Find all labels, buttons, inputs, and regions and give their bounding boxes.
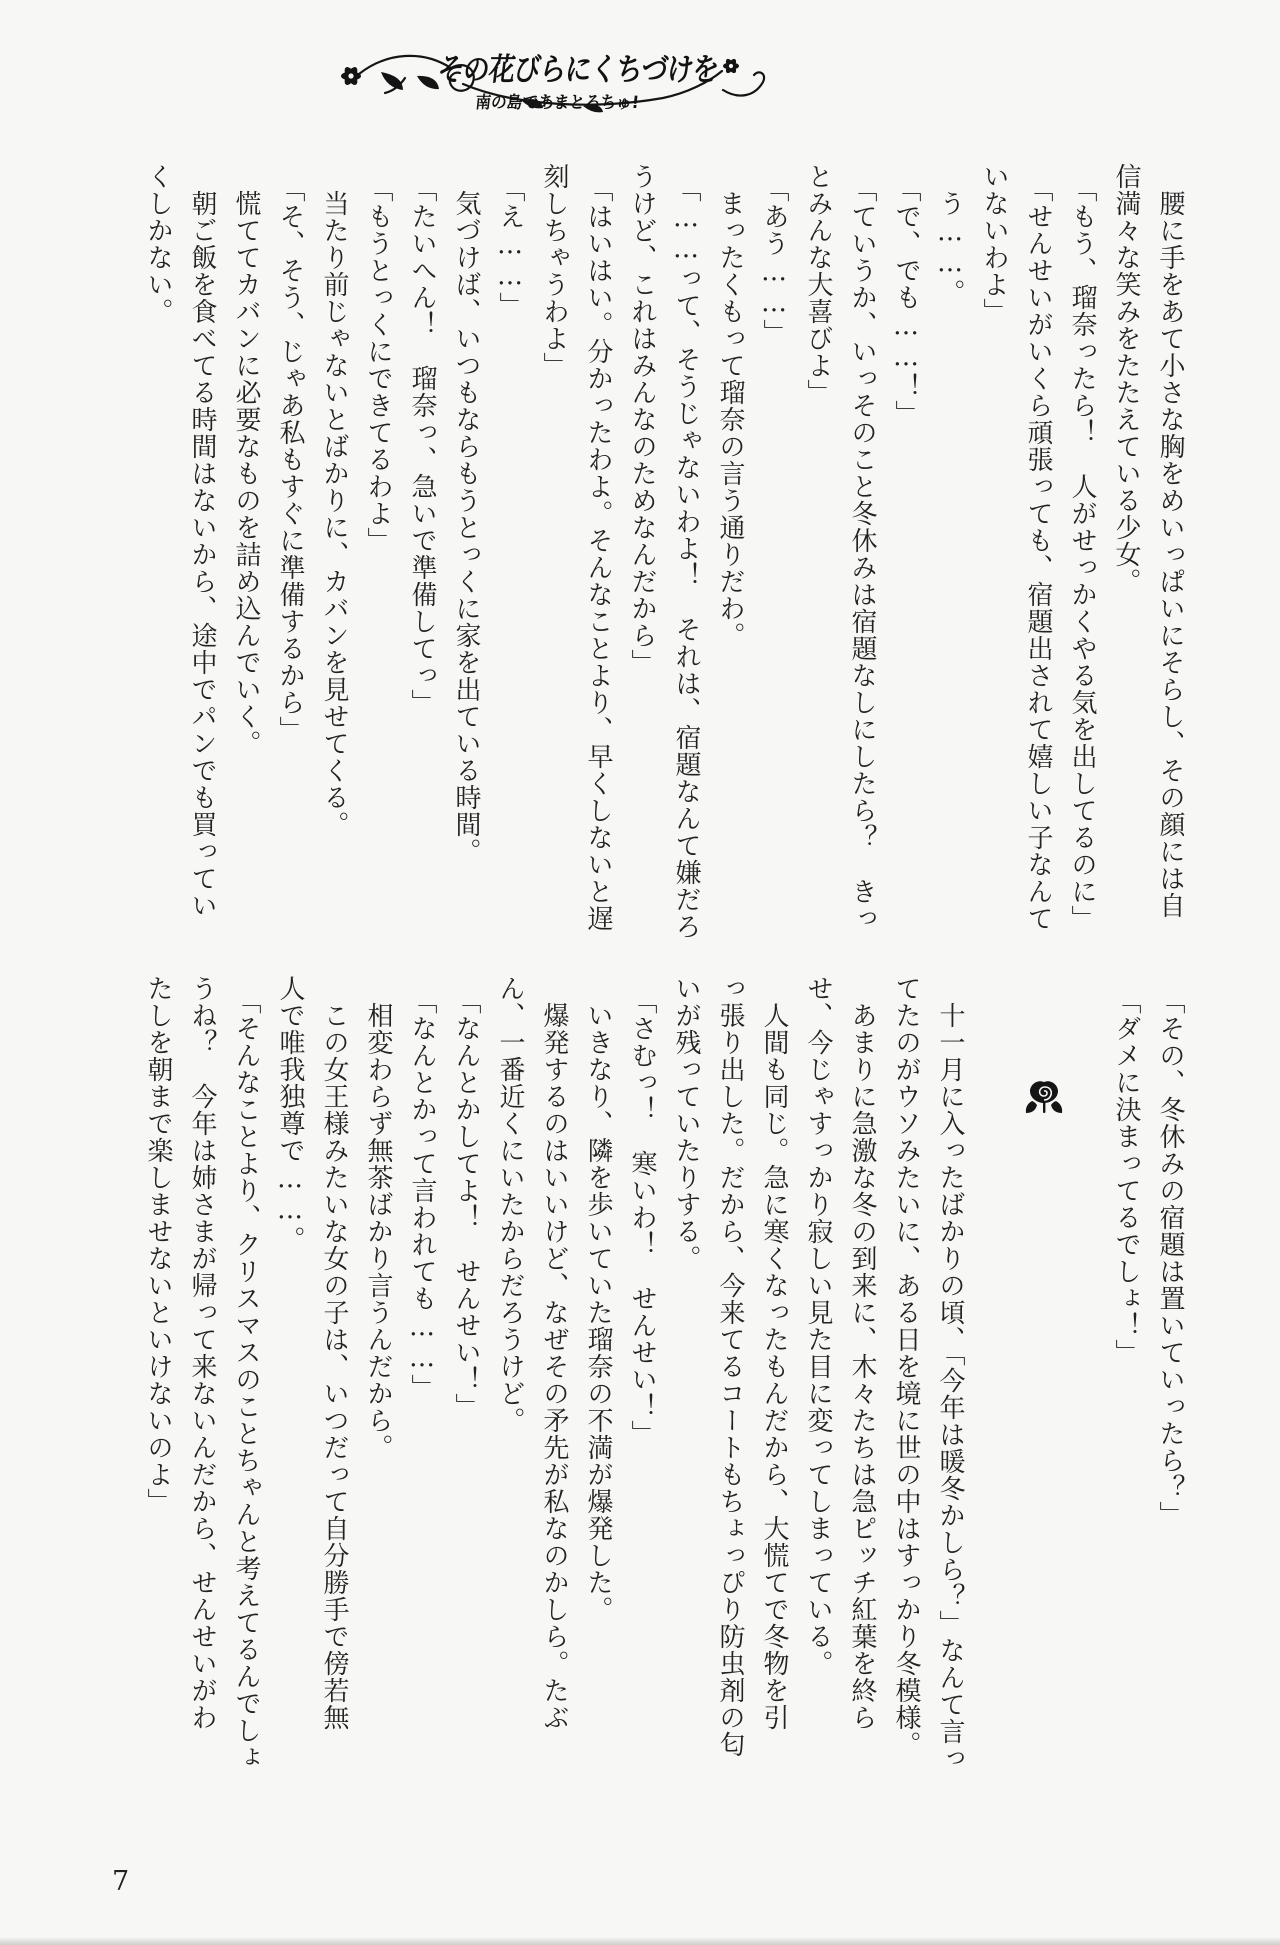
text-block-top [136,163,1192,940]
text-block-bottom-right [1104,975,1192,1528]
text-line: ん、一番近くにいたからだろうけど。 [495,975,525,1434]
text-line: 人間も同じ。急に寒くなったもんだから、大慌てで冬物を引 [759,975,789,1731]
text-line: 「で、でも……！」 [891,176,921,427]
text-line: 「……って、そうじゃないわよ！ それは、宿題なんて嫌だろ [671,176,701,940]
text-line: 「もうとっくにできてるわよ」 [363,176,393,554]
text-line: いきなり、隣を歩いていた瑠奈の不満が爆発した。 [583,975,613,1623]
series-subtitle: 南の島であまとろちゅ! [474,93,641,113]
text-line: う……。 [935,163,965,306]
text-line: 気づけば、いつもならもうとっくに家を出ている時間。 [451,163,481,865]
logo-header [325,44,795,122]
text-line: 「そ、そう、じゃあ私もすぐに準備するから」 [275,176,305,743]
text-line: っ張り出した。だから、今来てるコートもちょっぴり防虫剤の匂 [715,975,745,1758]
text-line: 相変わらず無茶ばかり言うんだから。 [363,975,393,1461]
text-line: 慌ててカバンに必要なものを詰め込んでいく。 [231,163,261,757]
page-edge-shadow [0,1937,1280,1945]
page-number: 7 [112,1866,130,1897]
text-line: 「なんとかって言われても……」 [407,988,437,1401]
text-line: 当たり前じゃないとばかりに、カバンを見せてくる。 [319,163,349,838]
text-line: くしかない。 [143,163,173,325]
text-line: いないわよ」 [979,163,1009,325]
text-line: 刻しちゃうわよ」 [539,163,569,379]
text-line: てたのがウソみたいに、ある日を境に世の中はすっかり冬模様。 [891,975,921,1758]
text-line: いが残っていたりする。 [671,975,701,1272]
text-line: 「その、冬休みの宿題は置いていったら？」 [1155,988,1185,1528]
text-line: うね？ 今年は姉さまが帰って来ないんだから、せんせいがわ [187,975,217,1731]
text-line: あまりに急激な冬の到来に、木々たちは急ピッチ紅葉を終ら [847,975,877,1731]
text-line: 信満々な笑みをたたえている少女。 [1111,163,1141,595]
text-line: 「え……」 [495,176,525,319]
series-title: その花びらにくちづけを [435,52,721,88]
text-line: 「もう、瑠奈ったら！ 人がせっかくやる気を出してるのに」 [1067,176,1097,932]
text-line: まったくもって瑠奈の言う通りだわ。 [715,163,745,649]
text-line: たしを朝まで楽しませないといけないのよ」 [143,975,173,1515]
text-line: 「ダメに決まってるでしょ！」 [1111,988,1141,1366]
text-line: 「はいはい。分かったわよ。そんなことより、早くしないと遅 [583,176,613,932]
text-line: 「さむっ！ 寒いわ！ せんせい！」 [627,988,657,1447]
text-line: 十一月に入ったばかりの頃、「今年は暖冬かしら？」なんて言っ [935,975,965,1772]
text-line: 「せんせいがいくら頑張っても、宿題出されて嬉しい子なんて [1023,176,1053,932]
text-line: 「なんとかしてよ！ せんせい！」 [451,988,481,1420]
text-line: うけど、これはみんなのためなんだから」 [627,163,657,676]
text-line: 腰に手をあて小さな胸をめいっぱいにそらし、その顔には自 [1155,163,1185,919]
text-line: とみんな大喜びよ」 [803,163,833,406]
text-line: せ、今じゃすっかり寂しい見た目に変ってしまっている。 [803,975,833,1677]
text-line: 「ていうか、いっそのこと冬休みは宿題なしにしたら？ きっ [847,176,877,932]
text-line: この女王様みたいな女の子は、いつだって自分勝手で傍若無 [319,975,349,1731]
text-line: 「そんなことより、クリスマスのことちゃんと考えてるんでしょ [231,988,261,1771]
text-line: 「たいへん！ 瑠奈っ、急いで準備してっ」 [407,176,437,716]
text-block-bottom-main [136,975,972,1772]
text-line: 「あう……」 [759,176,789,346]
text-line: 朝ご飯を食べてる時間はないから、途中でパンでも買ってい [187,163,217,919]
rose-icon [1024,1079,1064,1119]
text-line: 人で唯我独尊で……。 [275,975,305,1253]
text-line: 爆発するのはいいけど、なぜその矛先が私なのかしら。たぶ [539,975,569,1731]
